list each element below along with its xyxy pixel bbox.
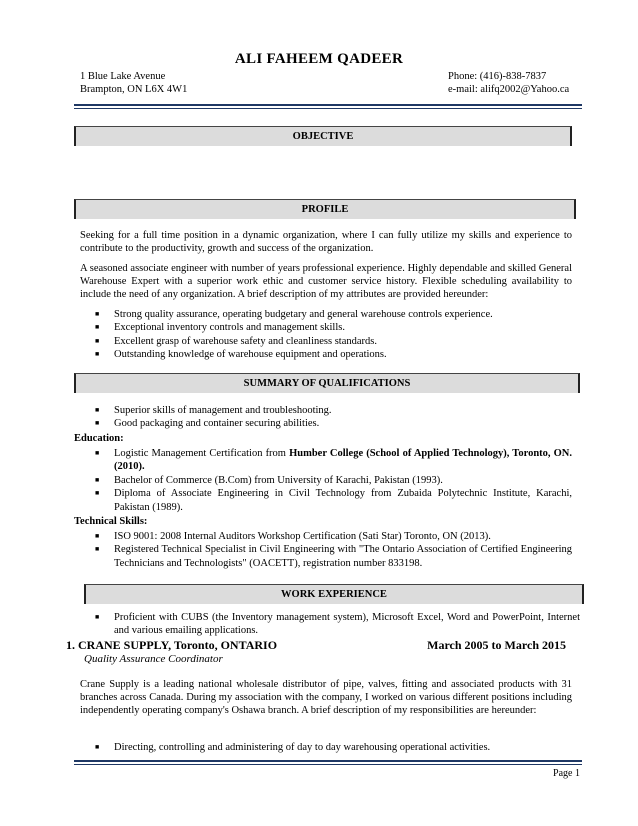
section-header-summary: SUMMARY OF QUALIFICATIONS	[74, 373, 580, 393]
header-divider	[74, 104, 582, 106]
list-item: ■ Superior skills of management and troubleshooting.	[92, 404, 572, 417]
list-item: ■ Good packaging and container securing abilities.	[92, 417, 572, 430]
footer-divider	[74, 760, 582, 762]
section-header-profile: PROFILE	[74, 199, 576, 219]
footer-divider-thin	[74, 764, 582, 765]
profile-paragraph-2: A seasoned associate engineer with number of years professional experience. Highly dependable and skilled General Warehouse Expert with a superior work ethic and customer service history. Flexible scheduling availability to include the need of any organization. A brief description of my attributes are provided hereunder:	[80, 263, 572, 301]
job-number: 1.	[66, 638, 75, 652]
job-description: Crane Supply is a leading national wholesale distributor of pipe, valves, fitting and associated products with 31 branches across Canada. During my association with the company, I worked on various different positions including independently operating company's Oshawa branch. A brief description of my responsibilities are hereunder:	[80, 679, 572, 717]
list-item: ■ Directing, controlling and administering of day to day warehousing operational activities.	[92, 741, 572, 754]
contact-block	[448, 70, 569, 96]
job-title: Quality Assurance Coordinator	[84, 653, 223, 665]
list-item	[92, 447, 572, 474]
list-item: ■ Registered Technical Specialist in Civil Engineering with "The Ontario Association of Certified Engineering Technicians and Technologists" (OACETT), registration number 833198.	[92, 543, 572, 570]
phone-text: Phone: (416)-838-7837	[448, 71, 547, 82]
page-number: Page 1	[553, 768, 580, 779]
candidate-name: ALI FAHEEM QADEER	[234, 51, 404, 67]
address-line-1: 1 Blue Lake Avenue	[80, 71, 166, 82]
summary-bullet-list	[92, 404, 572, 431]
education-list	[92, 447, 572, 514]
list-item: ■ Bachelor of Commerce (B.Com) from University of Karachi, Pakistan (1993).	[92, 474, 572, 487]
list-item: ■ Outstanding knowledge of warehouse equipment and operations.	[92, 348, 572, 361]
list-item: ■ Strong quality assurance, operating budgetary and general warehouse controls experience.	[92, 308, 572, 321]
education-heading: Education:	[74, 433, 124, 444]
address-block	[80, 70, 187, 96]
job-responsibilities-list	[92, 741, 572, 754]
work-bullet-list	[92, 611, 580, 638]
email-text: e-mail: alifq2002@Yahoo.ca	[448, 84, 570, 95]
job-dates: March 2005 to March 2015	[427, 638, 566, 652]
section-header-objective: OBJECTIVE	[74, 126, 572, 146]
education-item-1-text: Logistic Management Certification from	[114, 448, 290, 459]
technical-skills-list	[92, 530, 572, 570]
profile-bullet-list	[92, 308, 572, 362]
job-heading	[66, 638, 566, 653]
profile-paragraph-1: Seeking for a full time position in a dynamic organization, where I can fully utilize my skills and experience to contribute to the productivity, growth and success of the organization.	[80, 230, 572, 255]
education-item-1-school: Humber College (School of Applied Technology), Toronto, ON. (2010).	[114, 448, 572, 473]
header-divider-thin	[74, 108, 582, 109]
technical-skills-heading: Technical Skills:	[74, 516, 148, 527]
list-item: ■ Exceptional inventory controls and management skills.	[92, 321, 572, 334]
list-item: ■ Diploma of Associate Engineering in Civil Technology from Zubaida Polytechnic Institute, Karachi, Pakistan (1989).	[92, 487, 572, 514]
list-item: ■ Proficient with CUBS (the Inventory management system), Microsoft Excel, Word and PowerPoint, Internet and various emailing applications.	[92, 611, 580, 638]
address-line-2: Brampton, ON L6X 4W1	[80, 84, 188, 95]
list-item: ■ ISO 9001: 2008 Internal Auditors Workshop Certification (Sati Star) Toronto, ON (2013).	[92, 530, 572, 543]
list-item: ■ Excellent grasp of warehouse safety and cleanliness standards.	[92, 335, 572, 348]
job-company: CRANE SUPPLY, Toronto, ONTARIO	[78, 638, 278, 652]
section-header-work-experience: WORK EXPERIENCE	[84, 584, 584, 604]
